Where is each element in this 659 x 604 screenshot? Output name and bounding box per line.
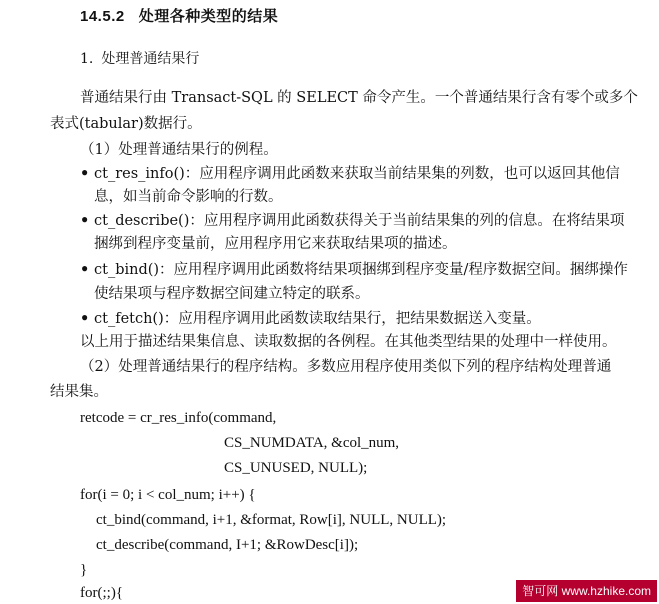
bullet-item [80,260,628,280]
bullet-icon: • [80,212,90,229]
bullet-text-continued: 捆绑到程序变量前，应用程序用它来获取结果项的描述。 [94,236,457,252]
bullet-text: ct_bind()：应用程序调用此函数将结果项捆绑到程序变量/程序数据空间。捆绑操作 [94,262,628,278]
section-heading [80,5,278,26]
structure-line-1: （2）处理普通结果行的程序结构。多数应用程序使用类似下列的程序结构处理普通 [80,359,612,375]
intro-line-2: 表式(tabular)数据行。 [50,116,202,132]
code-line: } [80,562,88,578]
bullet-icon: • [80,261,90,278]
code-line: for(i = 0; i < col_num; i++) { [80,487,256,503]
bullet-item [80,211,624,231]
code-line: ct_bind(command, i+1, &format, Row[i], NULL, NULL); [96,512,447,528]
bullet-item [80,164,620,184]
code-line: CS_NUMDATA, &col_num, [224,435,400,451]
summary-line: 以上用于描述结果集信息、读取数据的各例程。在其他类型结果的处理中一样使用。 [80,334,617,350]
watermark-badge: 智可网 www.hzhike.com [516,580,657,602]
bullet-text-continued: 息，如当前命令影响的行数。 [94,189,283,205]
bullet-text: ct_describe()：应用程序调用此函数获得关于当前结果集的列的信息。在将结果项 [94,213,625,229]
code-line: ct_describe(command, I+1; &RowDesc[i]); [96,537,359,553]
bullet-icon: • [80,310,90,327]
subsection-title: 处理普通结果行 [101,51,200,67]
code-line: for(;;){ [80,585,124,601]
bullet-text: ct_fetch()：应用程序调用此函数读取结果行，把结果数据送入变量。 [94,311,541,327]
example-heading: （1）处理普通结果行的例程。 [80,142,278,158]
code-line: retcode = cr_res_info(command, [80,410,277,426]
structure-line-2: 结果集。 [50,384,108,400]
bullet-text-continued: 使结果项与程序数据空间建立特定的联系。 [94,286,370,302]
section-number: 14.5.2 [80,8,125,25]
subsection-number: 1. [80,51,94,67]
section-title: 处理各种类型的结果 [138,7,279,25]
code-line: CS_UNUSED, NULL); [224,460,368,476]
intro-line-1: 普通结果行由 Transact-SQL 的 SELECT 命令产生。一个普通结果行含有零个或多个 [80,90,638,106]
bullet-text: ct_res_info()：应用程序调用此函数来获取当前结果集的列数，也可以返回其他信 [94,166,620,182]
bullet-item [80,309,541,329]
subsection-heading [80,48,199,68]
bullet-icon: • [80,165,90,182]
